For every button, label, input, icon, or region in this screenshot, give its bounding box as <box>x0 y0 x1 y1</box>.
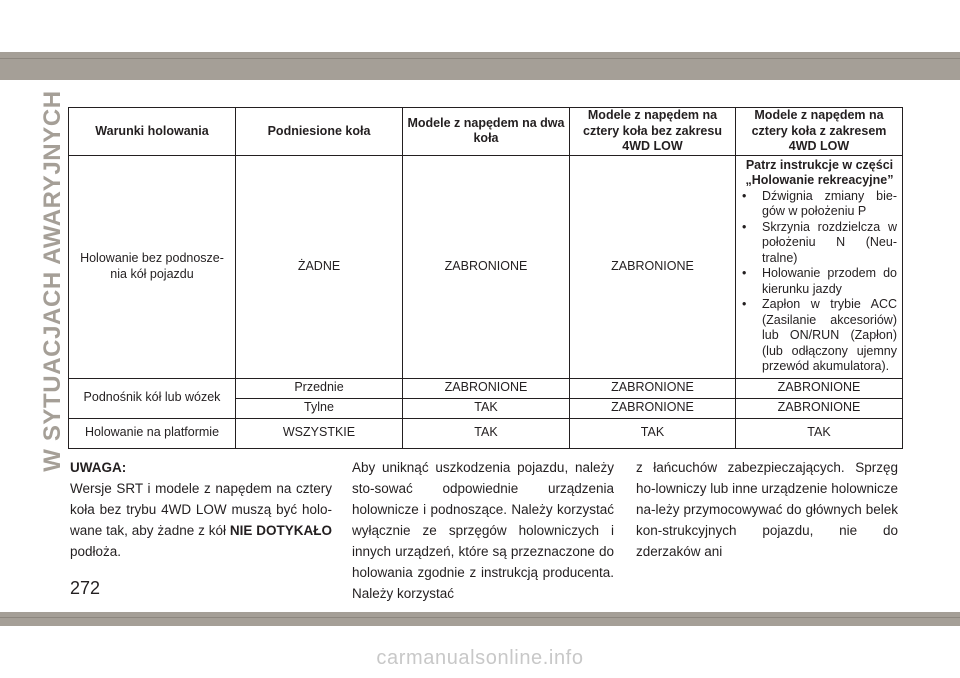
table-row <box>69 378 903 398</box>
four-low-cell: TAK <box>736 418 903 448</box>
condition-cell: Holowanie bez podnosze-nia kół pojazdu <box>69 155 236 378</box>
header-4wd-no-low: Modele z napędem na cztery koła bez zakresu 4WD LOW <box>570 108 736 156</box>
header-band <box>0 52 960 80</box>
four-low-cell: ZABRONIONE <box>736 398 903 418</box>
wheels-cell: WSZYSTKIE <box>236 418 403 448</box>
wheels-cell: Przednie <box>236 378 403 398</box>
four-no-low-cell: ZABRONIONE <box>570 398 736 418</box>
note-label: UWAGA: <box>70 460 127 475</box>
condition-cell: Holowanie na platformie <box>69 418 236 448</box>
note-text-a: Wersje SRT i modele z napędem na cztery koła bez trybu 4WD LOW muszą być holo-wane tak, aby żadne z kół <box>70 481 332 538</box>
condition-cell: Podnośnik kół lub wózek <box>69 378 236 418</box>
section-side-title: W SYTUACJACH AWARYJNYCH <box>39 90 66 472</box>
two-wheel-cell: ZABRONIONE <box>403 378 570 398</box>
two-wheel-cell: ZABRONIONE <box>403 155 570 378</box>
note-text-strong: NIE DOTYKAŁO <box>229 523 332 538</box>
wheels-cell: ŻADNE <box>236 155 403 378</box>
footer-band-line <box>0 617 960 618</box>
recreational-towing-notes <box>736 155 903 378</box>
note-column <box>70 457 332 562</box>
four-no-low-cell: TAK <box>570 418 736 448</box>
table-row <box>69 418 903 448</box>
list-item: • Dźwignia zmiany bie-gów w położeniu P <box>742 188 897 218</box>
notes-title-1: Patrz instrukcje w części <box>745 157 894 172</box>
two-wheel-cell: TAK <box>403 398 570 418</box>
four-low-cell: ZABRONIONE <box>736 378 903 398</box>
header-band-line <box>0 58 960 59</box>
page-number: 272 <box>70 578 101 598</box>
note-text-b: podłoża. <box>70 544 122 559</box>
towing-conditions-table <box>68 107 903 449</box>
wheels-cell: Tylne <box>236 398 403 418</box>
body-column-2: Aby uniknąć uszkodzenia pojazdu, należy sto-sować odpowiednie urządzenia holownicze i podnoszące. Należy korzystać wyłącznie ze sprzęgów holowniczych i innych urządzeń, które są przeznaczone do holowania zgodnie z instrukcją producenta. Należy korzystać <box>352 460 614 601</box>
table-row <box>69 155 903 378</box>
four-no-low-cell: ZABRONIONE <box>570 155 736 378</box>
footer-band <box>0 612 960 626</box>
header-two-wheel-drive: Modele z napędem na dwa koła <box>403 108 570 156</box>
list-item: • Holowanie przodem do kierunku jazdy <box>742 266 897 296</box>
header-towing-conditions: Warunki holowania <box>69 108 236 156</box>
header-4wd-with-low: Modele z napędem na cztery koła z zakresem 4WD LOW <box>736 108 903 156</box>
watermark: carmanualsonline.info <box>376 647 584 669</box>
notes-title-2: „Holowanie rekreacyjne” <box>745 173 894 187</box>
list-item: • Zapłon w trybie ACC (Zasilanie akcesoriów) lub ON/RUN (Zapłon) (lub odłączony ujemny przewód akumulatora). <box>742 297 897 373</box>
two-wheel-cell: TAK <box>403 418 570 448</box>
list-item: • Skrzynia rozdzielcza w położeniu N (Neu-tralne) <box>742 219 897 265</box>
four-no-low-cell: ZABRONIONE <box>570 378 736 398</box>
table-header-row <box>69 108 903 156</box>
header-raised-wheels: Podniesione koła <box>236 108 403 156</box>
body-column-3: z łańcuchów zabezpieczających. Sprzęg ho-lowniczy lub inne urządzenie holownicze na-leży przymocowywać do głównych belek kon-strukcyjnych pojazdu, nie do zderzaków ani <box>636 460 898 559</box>
